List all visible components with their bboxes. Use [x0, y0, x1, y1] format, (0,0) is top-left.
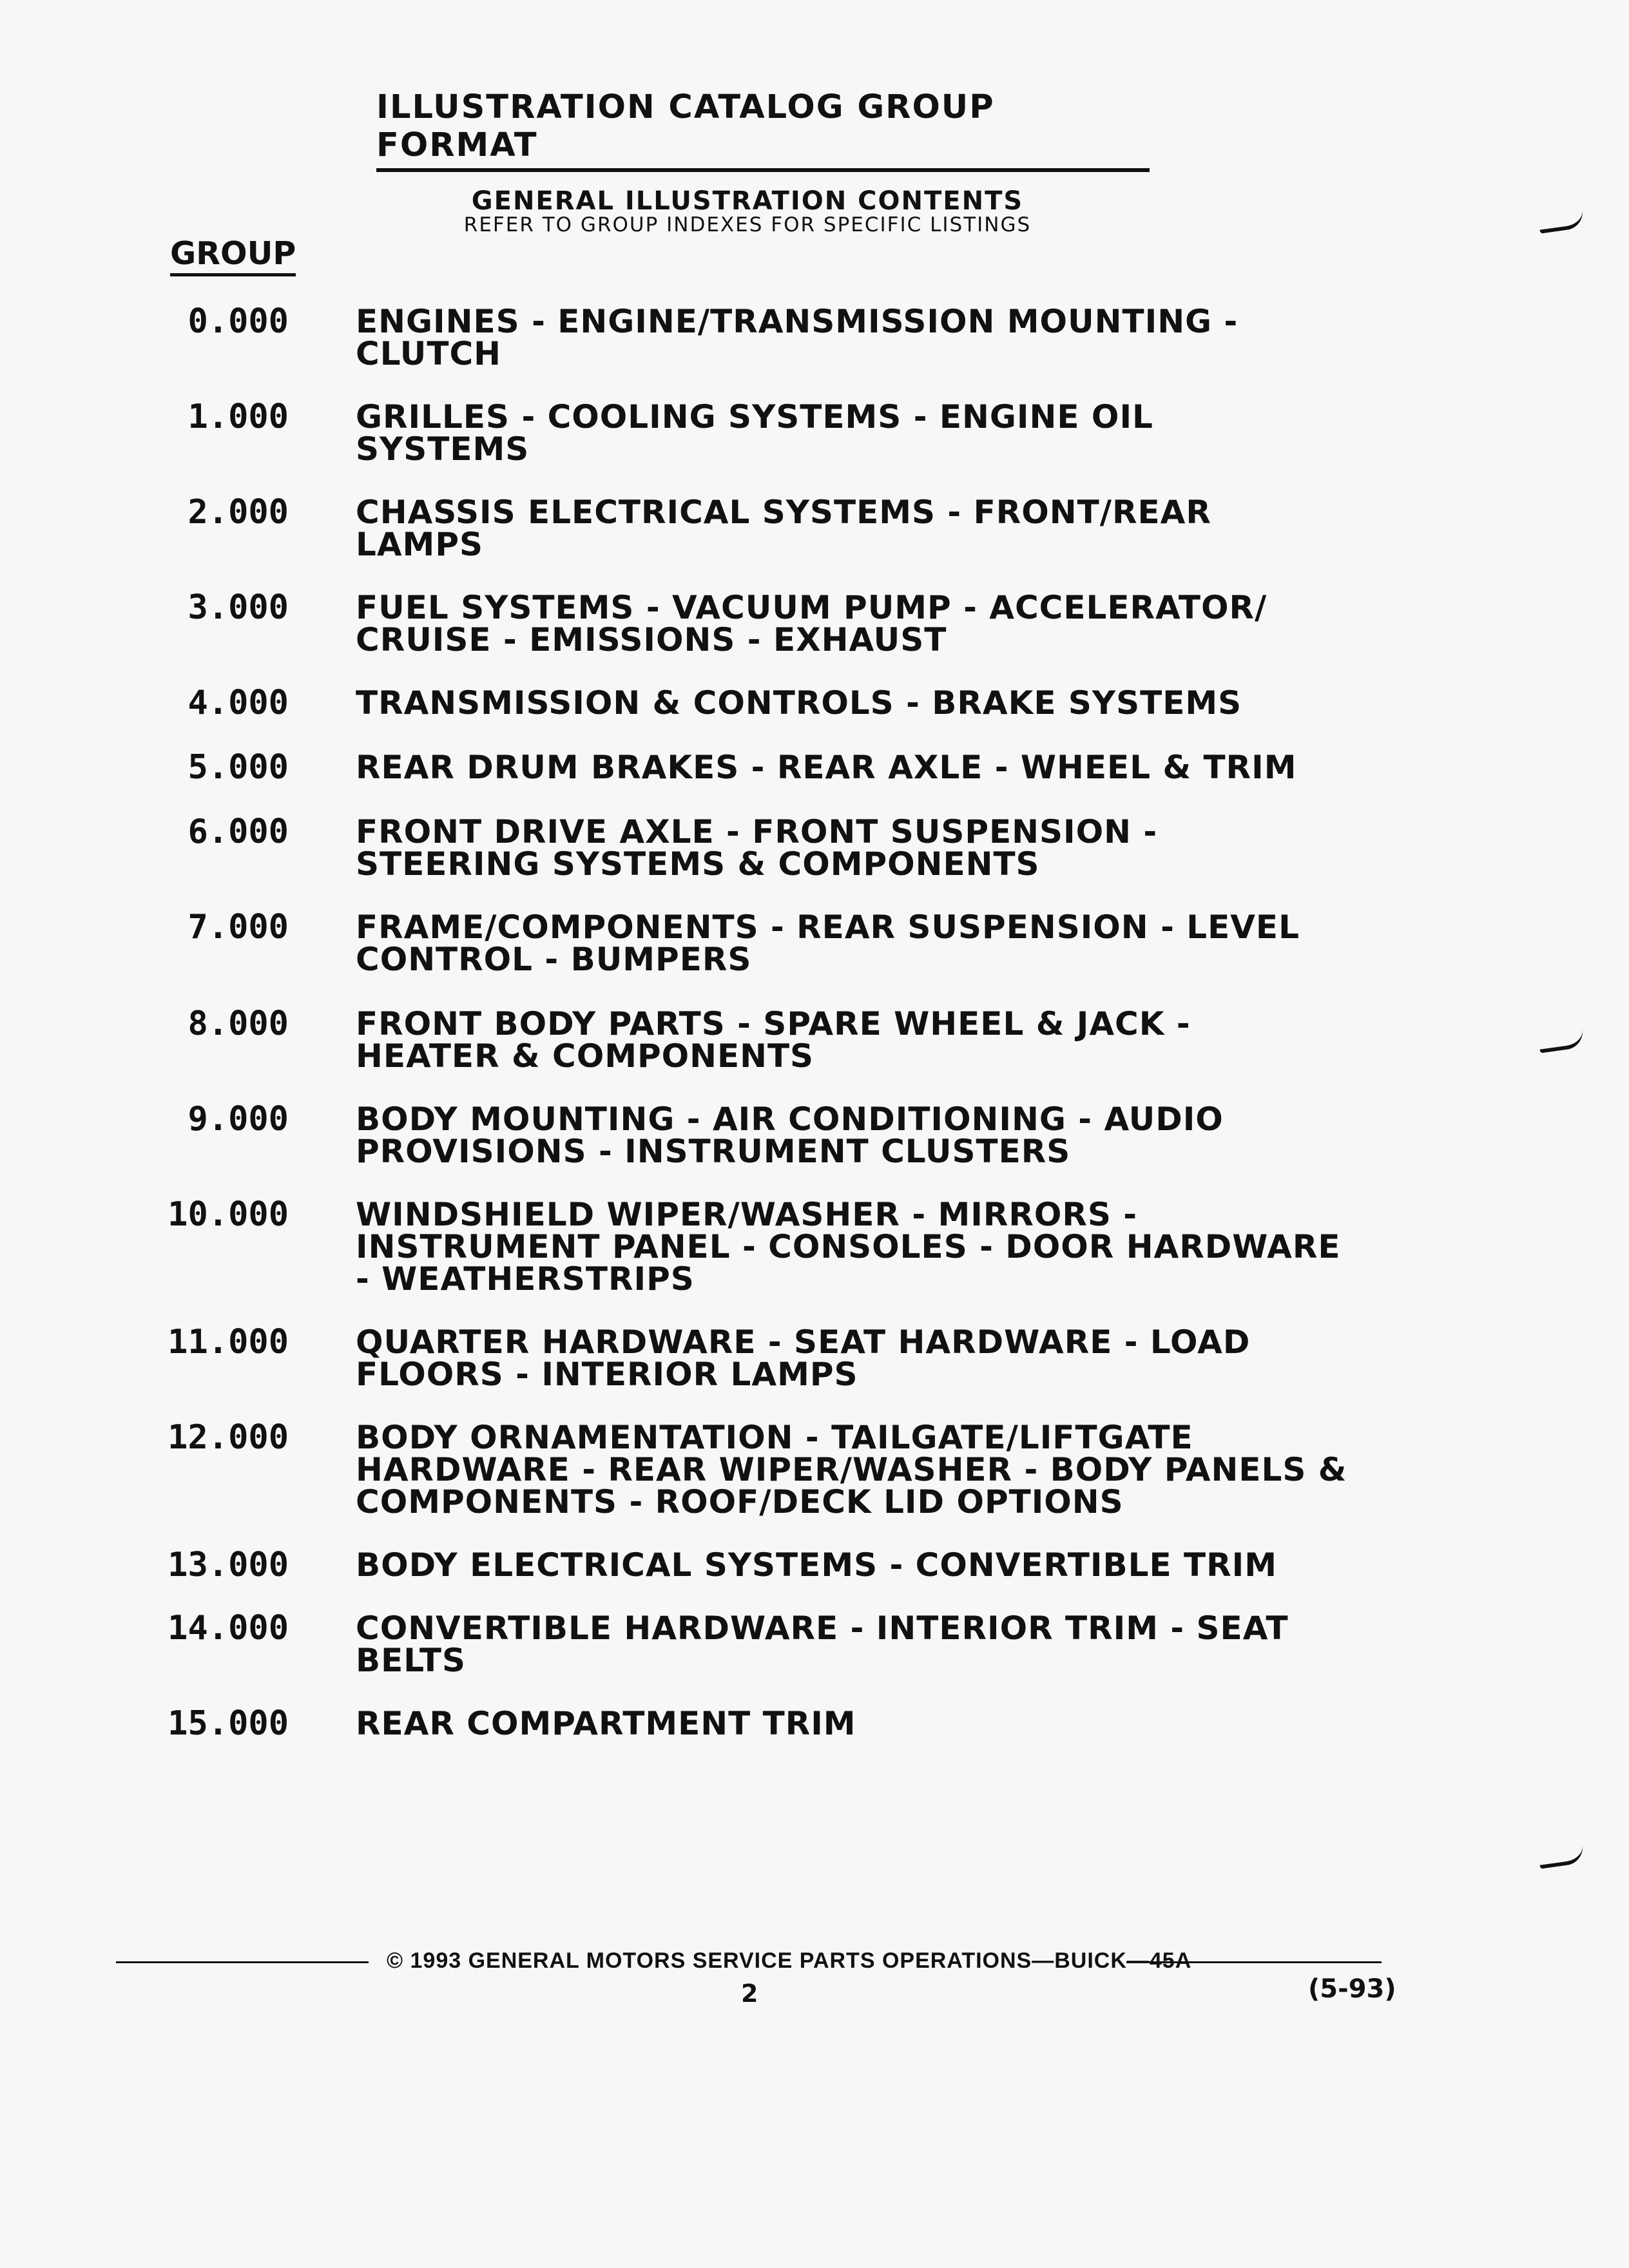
group-description: [356, 398, 1619, 468]
group-number: 0.000: [188, 302, 289, 341]
group-description-line: BELTS: [356, 1642, 466, 1679]
group-description-line: BODY ORNAMENTATION - TAILGATE/LIFTGATE: [356, 1419, 1193, 1456]
group-number: 4.000: [188, 684, 289, 722]
group-description-line: QUARTER HARDWARE - SEAT HARDWARE - LOAD: [356, 1323, 1251, 1361]
group-description: [356, 1323, 1619, 1393]
group-description-line: CHASSIS ELECTRICAL SYSTEMS - FRONT/REAR: [356, 494, 1211, 531]
group-number: 14.000: [168, 1609, 289, 1648]
group-description-line: - WEATHERSTRIPS: [356, 1260, 695, 1298]
group-description-line: FUEL SYSTEMS - VACUUM PUMP - ACCELERATOR/: [356, 589, 1268, 626]
group-description-line: HARDWARE - REAR WIPER/WASHER - BODY PANELS &: [356, 1451, 1347, 1488]
group-number: 11.000: [168, 1323, 289, 1361]
group-number: 2.000: [188, 493, 289, 532]
group-description-line: REAR COMPARTMENT TRIM: [356, 1705, 856, 1742]
group-description-line: WINDSHIELD WIPER/WASHER - MIRRORS -: [356, 1196, 1138, 1233]
contents-title: GENERAL ILLUSTRATION CONTENTS: [471, 186, 1024, 216]
group-number: 5.000: [188, 748, 289, 787]
contents-heading: [374, 188, 1121, 235]
group-description-line: FRAME/COMPONENTS - REAR SUSPENSION - LEVEL: [356, 908, 1300, 946]
group-description-line: STEERING SYSTEMS & COMPONENTS: [356, 845, 1040, 883]
group-number: 7.000: [188, 908, 289, 947]
group-description-line: CLUTCH: [356, 335, 502, 372]
group-description: [356, 1100, 1619, 1170]
group-description-line: BODY MOUNTING - AIR CONDITIONING - AUDIO: [356, 1100, 1224, 1138]
group-description-line: TRANSMISSION & CONTROLS - BRAKE SYSTEMS: [356, 684, 1242, 722]
group-description-line: PROVISIONS - INSTRUMENT CLUSTERS: [356, 1133, 1071, 1170]
revision-date: (5-93): [1308, 1974, 1396, 2004]
group-description: [356, 1612, 1619, 1677]
group-number: 10.000: [168, 1195, 289, 1234]
group-description-line: LAMPS: [356, 526, 483, 563]
group-description-line: CRUISE - EMISSIONS - EXHAUST: [356, 621, 947, 658]
group-description: [356, 1419, 1619, 1521]
group-description: [356, 1546, 1619, 1584]
group-description: [356, 496, 1619, 561]
binding-mark-icon: [1537, 1845, 1585, 1869]
group-description-line: FLOORS - INTERIOR LAMPS: [356, 1356, 858, 1393]
group-description: [356, 749, 1619, 786]
group-description-line: HEATER & COMPONENTS: [356, 1037, 815, 1075]
group-number: 12.000: [168, 1418, 289, 1457]
group-number: 9.000: [188, 1100, 289, 1139]
group-description: [356, 1707, 1619, 1740]
group-number: 6.000: [188, 812, 289, 851]
group-description-line: REAR DRUM BRAKES - REAR AXLE - WHEEL & TRIM: [356, 749, 1297, 786]
group-description-line: COMPONENTS - ROOF/DECK LID OPTIONS: [356, 1483, 1124, 1521]
footer-rule-left: [116, 1961, 369, 1963]
group-description-line: FRONT DRIVE AXLE - FRONT SUSPENSION -: [356, 813, 1158, 850]
group-description: [356, 684, 1619, 722]
group-description-line: SYSTEMS: [356, 430, 530, 468]
group-number: 15.000: [168, 1704, 289, 1743]
group-description-line: GRILLES - COOLING SYSTEMS - ENGINE OIL: [356, 398, 1153, 436]
group-column-header: GROUP: [170, 236, 296, 276]
group-description-line: CONVERTIBLE HARDWARE - INTERIOR TRIM - SEAT: [356, 1610, 1289, 1647]
group-description: [356, 813, 1619, 883]
group-description: [356, 305, 1619, 370]
footer-copyright: © 1993 GENERAL MOTORS SERVICE PARTS OPERATIONS—BUICK—45A: [387, 1948, 1192, 1973]
group-number: 13.000: [168, 1546, 289, 1584]
group-description: [356, 908, 1619, 978]
group-description-line: BODY ELECTRICAL SYSTEMS - CONVERTIBLE TRIM: [356, 1546, 1278, 1584]
page-number: 2: [741, 1979, 758, 2008]
group-description: [356, 1005, 1619, 1075]
contents-note: REFER TO GROUP INDEXES FOR SPECIFIC LISTINGS: [463, 213, 1032, 236]
group-number: 8.000: [188, 1004, 289, 1043]
group-description: [356, 591, 1619, 656]
binding-mark-icon: [1537, 209, 1585, 233]
group-number: 1.000: [188, 398, 289, 436]
group-description-line: ENGINES - ENGINE/TRANSMISSION MOUNTING -: [356, 303, 1239, 340]
group-description-line: FRONT BODY PARTS - SPARE WHEEL & JACK -: [356, 1005, 1191, 1043]
group-description: [356, 1196, 1619, 1298]
group-description-line: INSTRUMENT PANEL - CONSOLES - DOOR HARDWARE: [356, 1228, 1341, 1265]
page-title: ILLUSTRATION CATALOG GROUP FORMAT: [376, 89, 1150, 172]
group-number: 3.000: [188, 588, 289, 627]
group-description-line: CONTROL - BUMPERS: [356, 941, 752, 978]
